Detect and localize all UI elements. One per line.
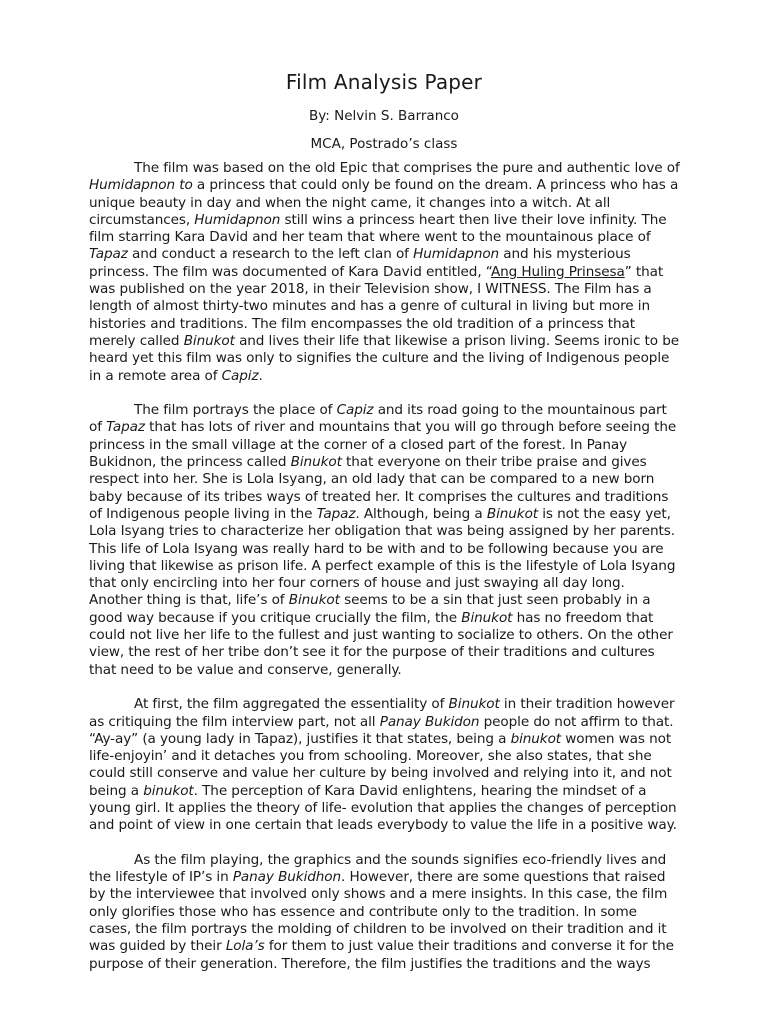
text-line (89, 316, 635, 332)
text-run: length of almost thirty-two minutes and has a genre of cultural in living but more in (89, 298, 650, 315)
text-run: a princess that could only be found on the dream. A princess who has a (192, 177, 679, 194)
text-run: . Although, being a (355, 505, 487, 522)
text-run: young girl. It applies the theory of life- evolution that applies the changes of perception (89, 799, 677, 816)
text-run: The film portrays the place of (134, 402, 337, 419)
text-run: cases, the film portrays the molding of children to be involved on their tradition and it (89, 921, 667, 938)
text-run: As the film playing, the graphics and the sounds signifies eco-friendly lives and (134, 851, 667, 868)
italic-text: Tapaz (106, 419, 145, 436)
text-line (89, 541, 663, 557)
text-line (89, 212, 666, 228)
text-run: living that likewise as prison life. A perfect example of this is the lifestyle of Lola Isyang (89, 557, 676, 574)
text-run: princess in the small village at the corner of a closed part of the forest. In Panay (89, 436, 628, 453)
text-run: of Indigenous people living in the (89, 505, 317, 522)
text-line (89, 246, 631, 262)
text-run: respect into her. She is Lola Isyang, an old lady that can be compared to a new born (89, 471, 655, 488)
text-run: good way because if you critique crucially the film, the (89, 609, 462, 626)
italic-text: Humidapnon (413, 246, 500, 263)
text-line (134, 852, 666, 868)
text-line (89, 523, 675, 539)
text-line (89, 229, 651, 245)
italic-text: Binukot (290, 454, 342, 471)
text-line (134, 696, 674, 712)
text-run: At first, the film aggregated the essentiality of (134, 696, 449, 713)
text-run: and his mysterious (499, 246, 631, 263)
text-run: Bukidnon, the princess called (89, 454, 291, 471)
text-run: Another thing is that, life’s of (89, 592, 289, 609)
text-run: was guided by their (89, 938, 226, 955)
underlined-title: Ang Huling Prinsesa (490, 263, 625, 280)
italic-text: Binukot (486, 505, 539, 522)
text-run: in their tradition however (499, 696, 675, 713)
text-run: “Ay-ay” (a young lady in Tapaz), justifies it that states, being a (89, 730, 511, 747)
text-line (89, 333, 679, 349)
text-run: that only encircling into her four corners of house and just swaying all day long. (89, 575, 625, 592)
text-line (89, 904, 637, 920)
body-paragraph (89, 696, 685, 834)
document-title: Film Analysis Paper (285, 70, 483, 94)
text-run: women was not (561, 730, 672, 747)
text-run: The film was based on the old Epic that comprises the pure and authentic love of (134, 160, 680, 176)
text-run: seems to be a sin that just seen probably in a (339, 592, 651, 609)
text-run: unique beauty in day and when the night came, it changes into a witch. At all (89, 194, 611, 211)
text-run: . However, there are some questions that raised (341, 869, 666, 886)
text-run: and lives their life that likewise a prison living. Seems ironic to be (234, 332, 680, 349)
italic-text: Binukot (461, 609, 513, 626)
text-run: merely called (89, 332, 184, 349)
text-run: Lola Isyang tries to characterize her obligation that was being assigned by her parents. (89, 523, 675, 540)
text-run: in a remote area of (89, 367, 222, 384)
text-line (89, 437, 627, 453)
text-line (89, 610, 653, 626)
italic-text: Humidapnon to (89, 177, 193, 194)
text-run: was published on the year 2018, in their Television show, I WITNESS. The Film has a (89, 281, 652, 298)
text-line (89, 765, 672, 781)
text-line (89, 886, 667, 902)
text-run: purpose of their generation. Therefore, the film justifies the traditions and the ways (89, 955, 651, 972)
italic-text: binukot (510, 730, 562, 747)
text-line (89, 506, 671, 522)
text-run: is not the easy yet, (538, 505, 671, 522)
text-line (89, 489, 668, 505)
text-run: princess. The film was documented of Kara David entitled, “ (89, 263, 491, 280)
text-run: heard yet this film was only to signifies the culture and the living of Indigenous people (89, 350, 670, 367)
text-run: by the interviewee that involved only shows and a mere insights. In this case, the film (89, 886, 668, 903)
text-line (89, 921, 667, 937)
text-line (89, 714, 673, 730)
text-run: still wins a princess heart then live their love infinity. The (280, 211, 667, 228)
text-run: only glorifies those who has essence and contribute only to the tradition. In some (89, 903, 637, 920)
text-run: life-enjoyin’ and it detaches you from schooling. Moreover, she also states, that she (89, 748, 652, 765)
text-line (89, 956, 651, 972)
text-run: the lifestyle of IP’s in (89, 869, 233, 886)
text-line (89, 592, 651, 608)
text-run: This life of Lola Isyang was really hard to be with and to be following because you are (89, 540, 664, 557)
text-line (89, 817, 677, 833)
italic-text: Tapaz (316, 505, 356, 522)
text-line (89, 177, 678, 193)
text-run: could not live her life to the fullest and just wanting to socialize to others. On the other (89, 627, 673, 644)
text-line (89, 298, 650, 314)
text-run: . (258, 367, 263, 384)
text-run: for them to just value their traditions and converse it for the (264, 938, 674, 955)
text-line (89, 264, 663, 280)
italic-text: Lola’s (225, 938, 265, 955)
italic-text: Capiz (336, 402, 374, 419)
text-run: and conduct a research to the left clan of (127, 246, 414, 263)
text-run: people do not affirm to that. (479, 713, 674, 730)
text-run: film starring Kara David and her team that where went to the mountainous place of (89, 229, 651, 246)
text-line (89, 558, 675, 574)
text-run: as critiquing the film interview part, not all (89, 713, 380, 730)
text-run: that everyone on their tribe praise and gives (341, 454, 647, 471)
text-line (89, 662, 402, 678)
body-text (89, 160, 685, 990)
text-line (134, 160, 680, 176)
text-line (89, 419, 676, 435)
class-line: MCA, Postrado’s class (310, 136, 458, 152)
body-paragraph (89, 160, 685, 385)
text-run: circumstances, (89, 211, 195, 228)
italic-text: Binukot (448, 696, 500, 713)
text-line (89, 644, 655, 660)
italic-text: binukot (143, 782, 194, 799)
text-line (89, 869, 665, 885)
text-run: has no freedom that (512, 609, 654, 626)
text-run: could still conserve and value her culture by being involved and relying into it, and not (89, 765, 672, 782)
text-run: baby because of its tribes ways of treated her. It comprises the cultures and traditions (89, 488, 669, 505)
text-line (89, 800, 677, 816)
text-line (89, 350, 669, 366)
text-run: and point of view in one certain that leads everybody to value the life in a positive way. (89, 817, 677, 834)
text-line (89, 938, 674, 954)
text-run: and its road going to the mountainous part (373, 402, 667, 419)
italic-text: Panay Bukidhon (232, 869, 342, 886)
text-run: that has lots of river and mountains that you will go through before seeing the (144, 419, 677, 436)
italic-text: Humidapnon (194, 211, 281, 228)
body-paragraph (89, 852, 685, 973)
text-line (89, 748, 652, 764)
italic-text: Capiz (221, 367, 259, 384)
text-line (89, 368, 263, 384)
text-line (89, 783, 646, 799)
text-run: of (89, 419, 107, 436)
text-line (134, 402, 667, 418)
italic-text: Panay Bukidon (379, 713, 480, 730)
text-run: ” that (624, 263, 664, 280)
italic-text: Binukot (183, 332, 235, 349)
text-run: being a (89, 782, 144, 799)
italic-text: Tapaz (89, 246, 128, 263)
text-line (89, 471, 654, 487)
body-paragraph (89, 402, 685, 679)
author-byline: By: Nelvin S. Barranco (309, 108, 459, 124)
text-run: that need to be value and conserve, generally. (89, 661, 402, 678)
text-line (89, 731, 671, 747)
text-run: . The perception of Kara David enlightens, hearing the mindset of a (193, 782, 647, 799)
text-line (89, 281, 652, 297)
italic-text: Binukot (288, 592, 340, 609)
text-line (89, 195, 610, 211)
text-line (89, 575, 625, 591)
text-line (89, 627, 673, 643)
text-run: view, the rest of her tribe don’t see it for the purpose of their traditions and cultures (89, 644, 655, 661)
text-run: histories and traditions. The film encompasses the old tradition of a princess that (89, 315, 635, 332)
text-line (89, 454, 647, 470)
